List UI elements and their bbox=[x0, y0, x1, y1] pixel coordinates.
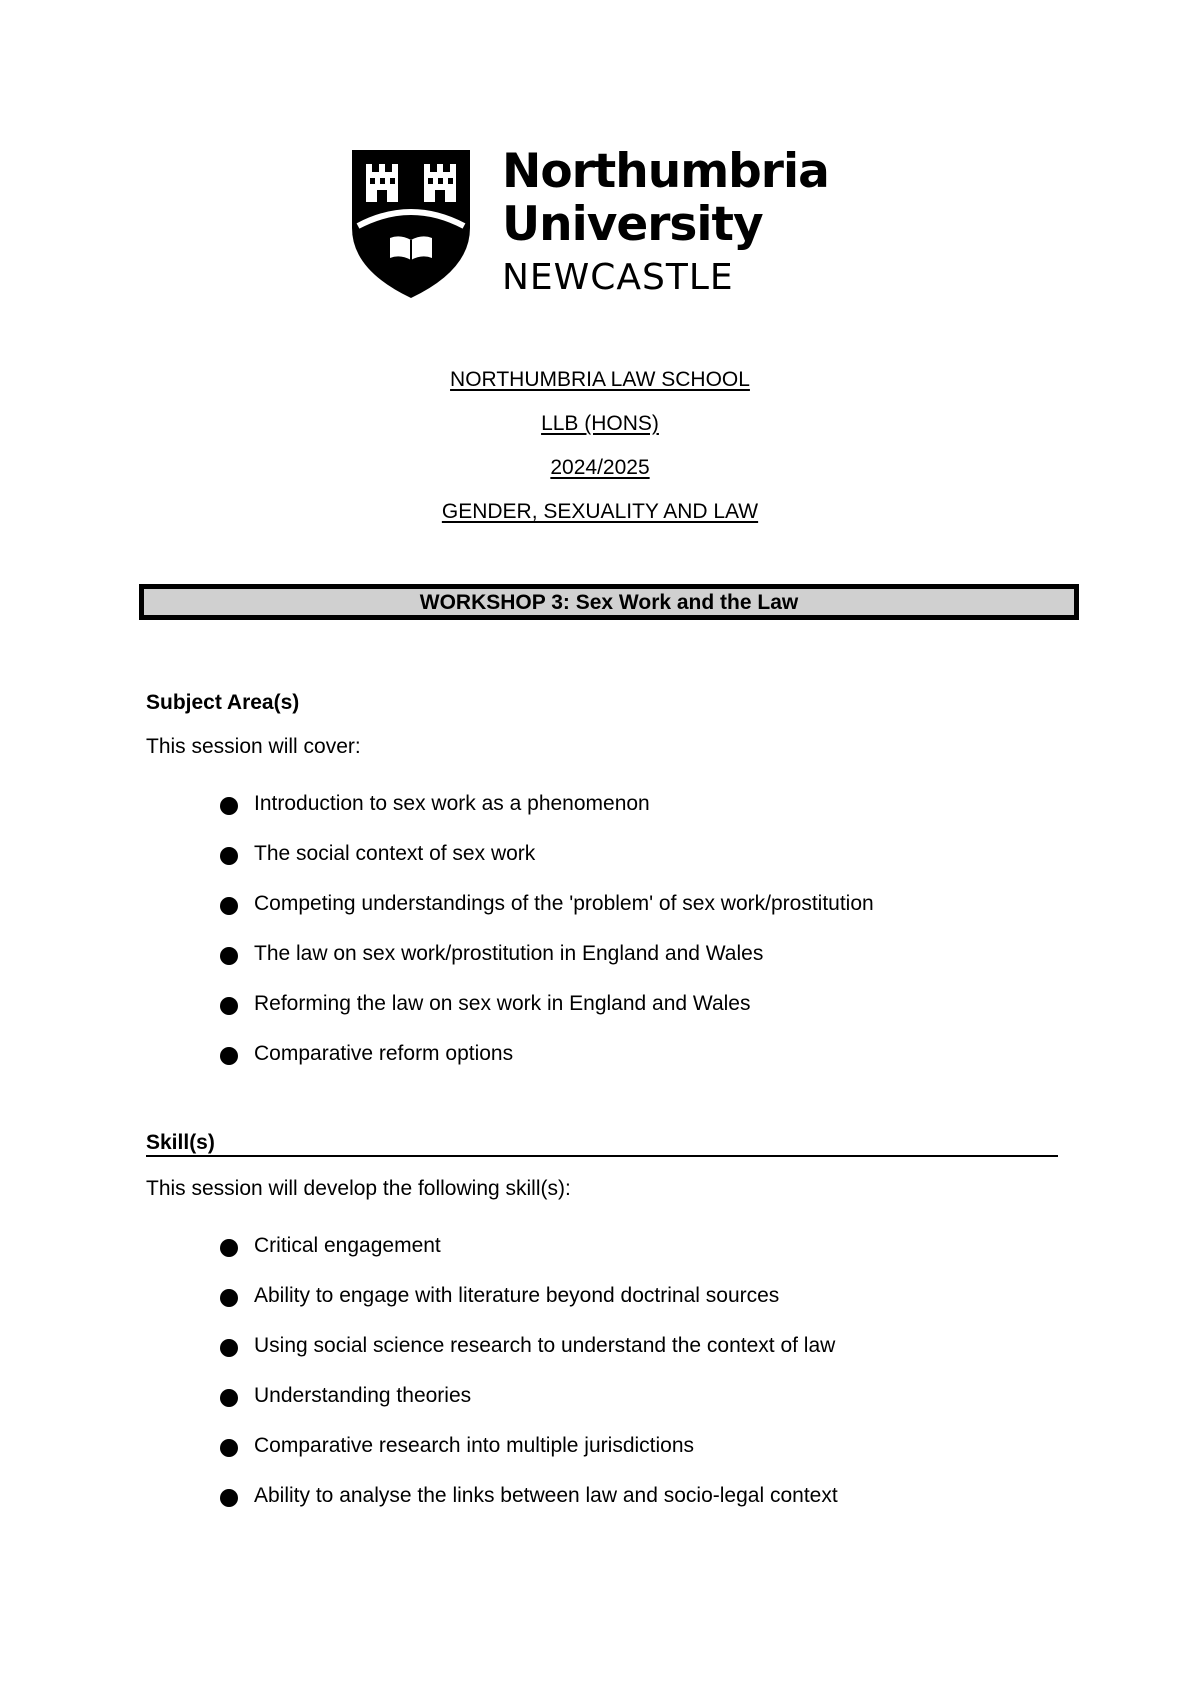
bullet-icon bbox=[220, 897, 238, 915]
list-item: Using social science research to understand the context of law bbox=[220, 1334, 838, 1384]
skills-list bbox=[220, 1234, 838, 1534]
list-item: Introduction to sex work as a phenomenon bbox=[220, 792, 874, 842]
bullet-icon bbox=[220, 997, 238, 1015]
programme-name: LLB (HONS) bbox=[541, 412, 659, 435]
skills-divider bbox=[146, 1155, 1058, 1157]
school-name: NORTHUMBRIA LAW SCHOOL bbox=[450, 368, 750, 391]
logo-northumbria-text: Northumbria bbox=[502, 144, 829, 199]
skills-heading: Skill(s) bbox=[146, 1131, 215, 1154]
workshop-title: WORKSHOP 3: Sex Work and the Law bbox=[419, 591, 799, 614]
subject-area-heading: Subject Area(s) bbox=[146, 691, 300, 714]
list-item: Ability to analyse the links between law and socio-legal context bbox=[220, 1484, 838, 1534]
subject-intro: This session will cover: bbox=[146, 735, 361, 758]
list-item: Understanding theories bbox=[220, 1384, 838, 1434]
list-item: Competing understandings of the 'problem' of sex work/prostitution bbox=[220, 892, 874, 942]
subject-list bbox=[220, 792, 874, 1092]
bullet-icon bbox=[220, 1047, 238, 1065]
university-crest-icon bbox=[352, 150, 470, 298]
workshop-title-box bbox=[139, 584, 1079, 620]
bullet-icon bbox=[220, 847, 238, 865]
academic-year: 2024/2025 bbox=[550, 456, 650, 479]
list-item: Ability to engage with literature beyond doctrinal sources bbox=[220, 1284, 838, 1334]
bullet-icon bbox=[220, 1289, 238, 1307]
list-item: Reforming the law on sex work in England and Wales bbox=[220, 992, 874, 1042]
logo-university-text: University bbox=[502, 197, 763, 252]
module-title: GENDER, SEXUALITY AND LAW bbox=[441, 500, 759, 523]
bullet-icon bbox=[220, 1439, 238, 1457]
list-item: Critical engagement bbox=[220, 1234, 838, 1284]
list-item: The law on sex work/prostitution in England and Wales bbox=[220, 942, 874, 992]
bullet-icon bbox=[220, 1239, 238, 1257]
logo-newcastle-text: NEWCASTLE bbox=[502, 257, 734, 298]
bullet-icon bbox=[220, 1339, 238, 1357]
list-item: Comparative reform options bbox=[220, 1042, 874, 1092]
bullet-icon bbox=[220, 1489, 238, 1507]
university-wordmark bbox=[502, 144, 829, 298]
bullet-icon bbox=[220, 947, 238, 965]
list-item: The social context of sex work bbox=[220, 842, 874, 892]
bullet-icon bbox=[220, 797, 238, 815]
university-logo bbox=[352, 144, 832, 300]
bullet-icon bbox=[220, 1389, 238, 1407]
skills-intro: This session will develop the following skill(s): bbox=[146, 1177, 571, 1200]
list-item: Comparative research into multiple jurisdictions bbox=[220, 1434, 838, 1484]
